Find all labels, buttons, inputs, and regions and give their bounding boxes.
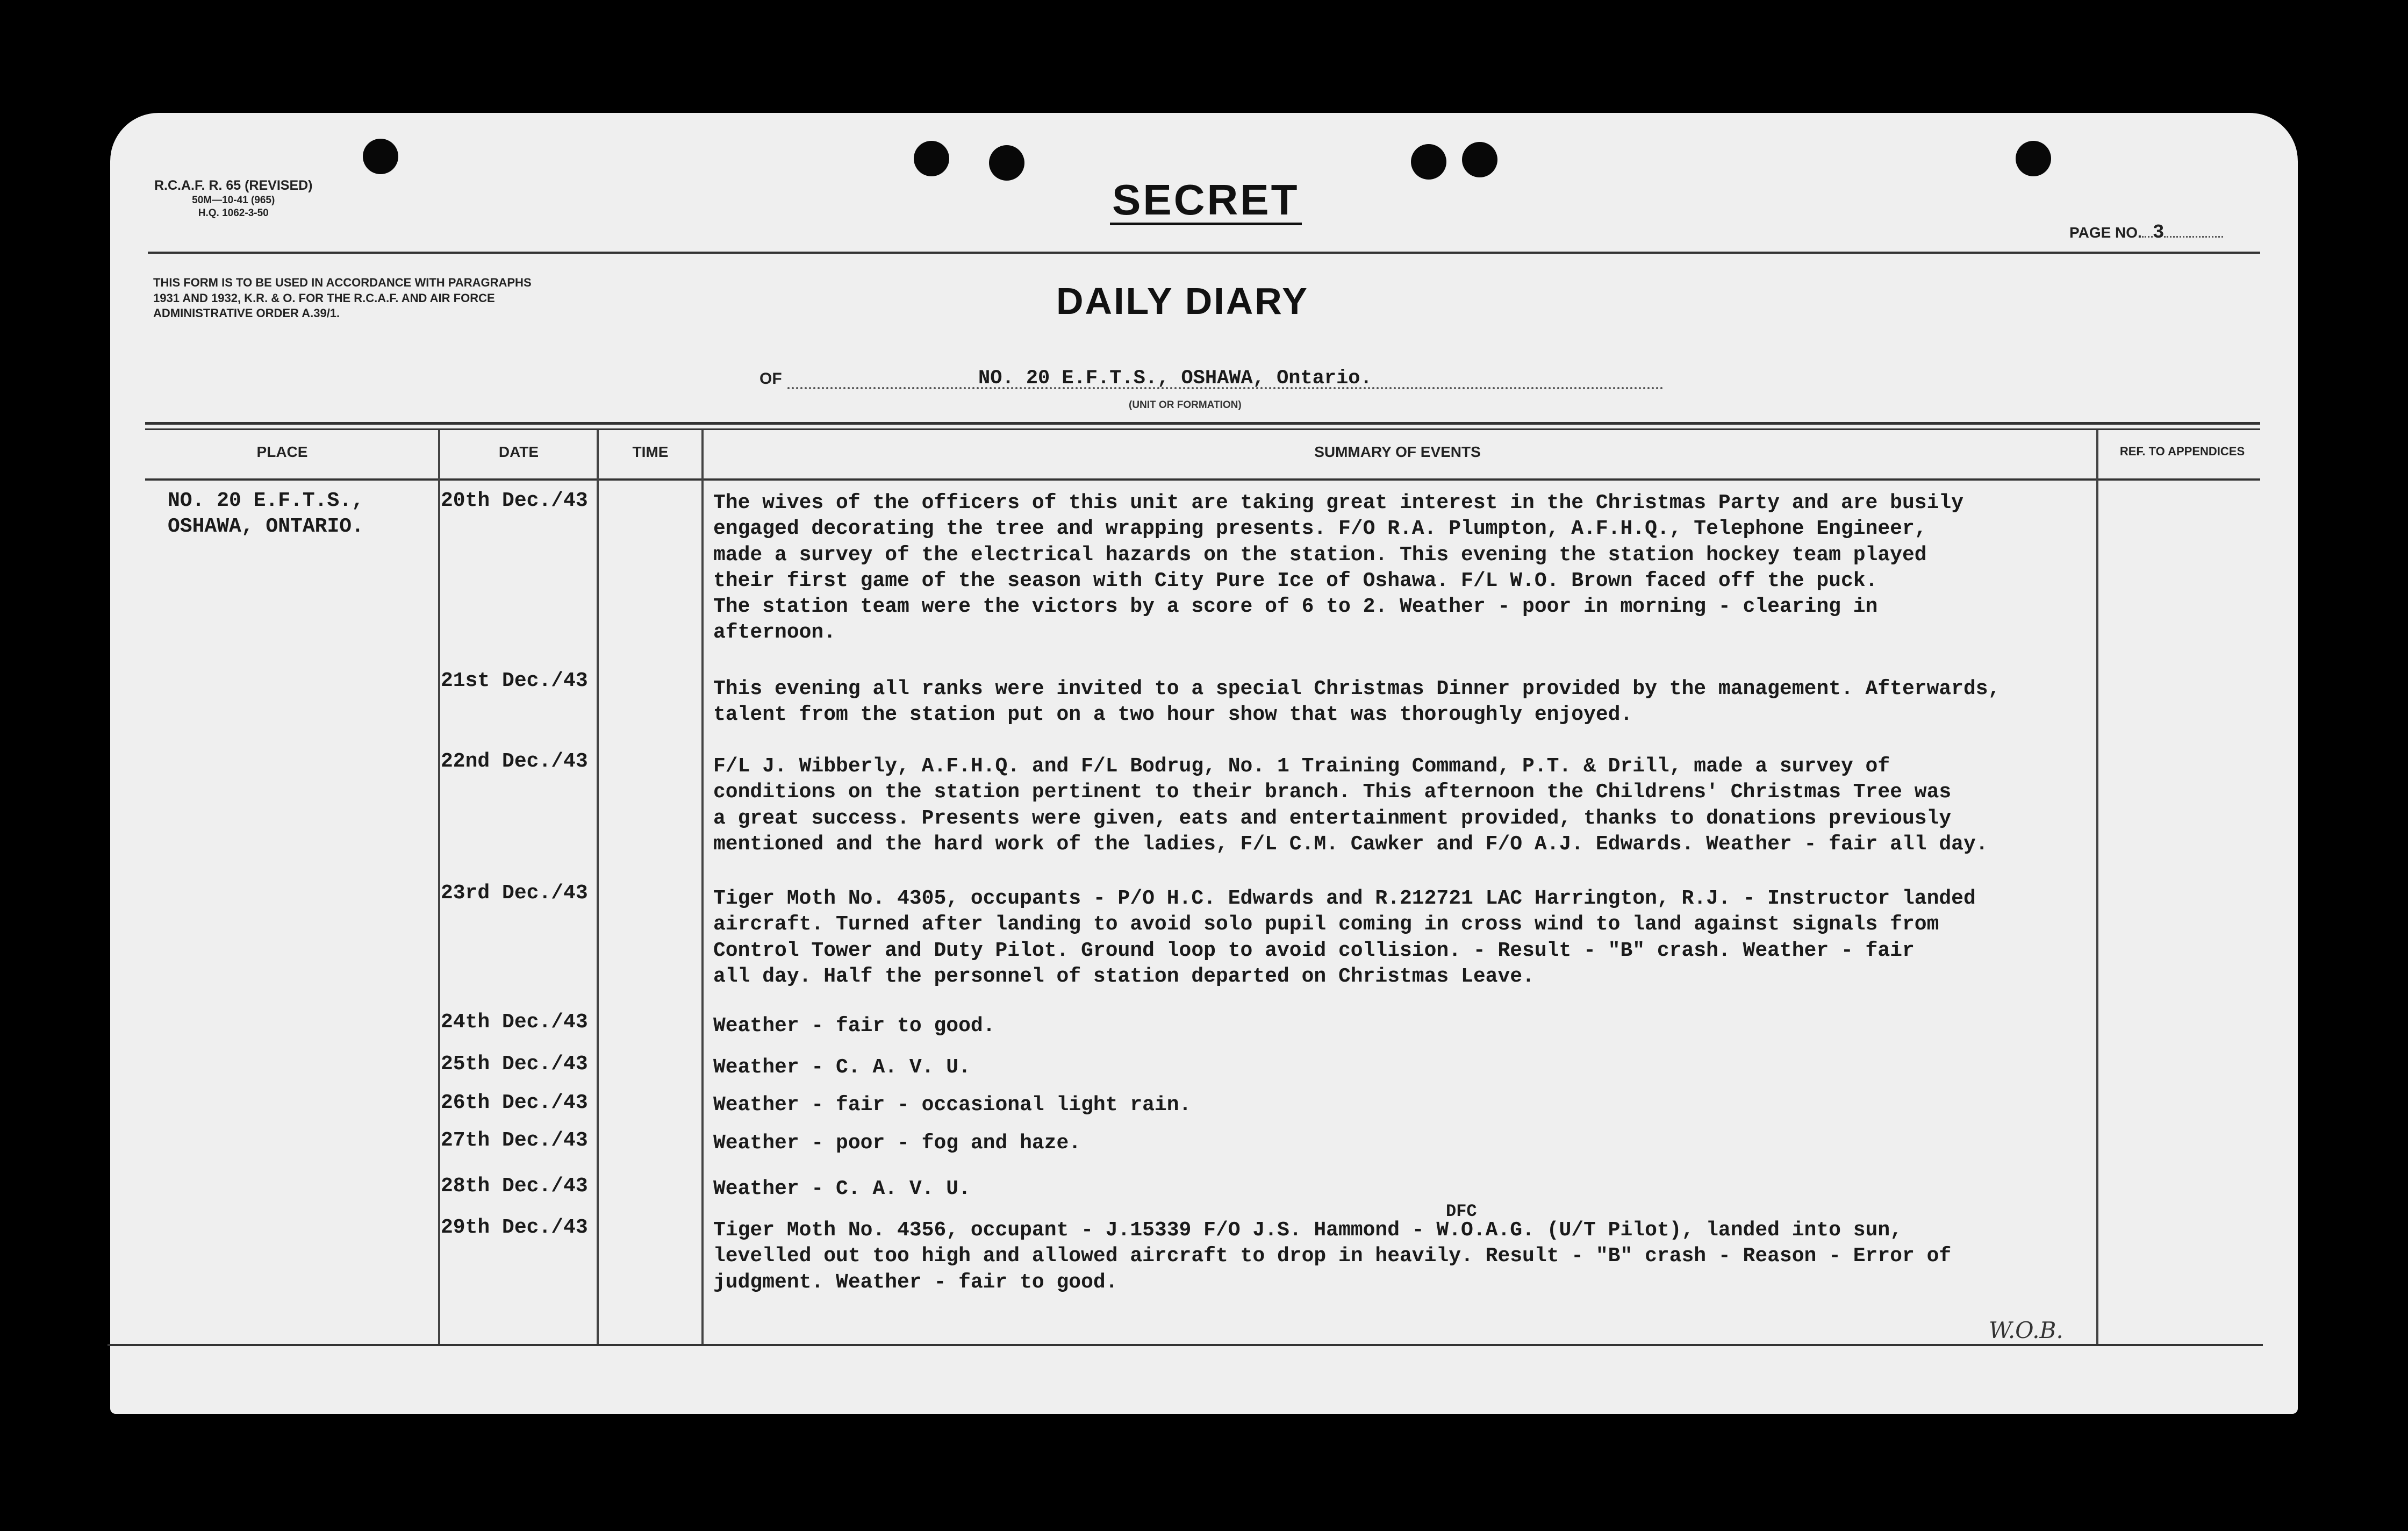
column-header-summary: SUMMARY OF EVENTS xyxy=(1314,443,1481,460)
table-bottom-rule xyxy=(108,1344,2263,1346)
entry-date: 24th Dec./43 xyxy=(441,1011,588,1034)
column-header-date: DATE xyxy=(498,443,539,460)
table-header-rule xyxy=(145,478,2260,481)
column-divider xyxy=(438,430,440,1344)
entry-summary: The wives of the officers of this unit are taking great interest in the Christmas Party and are busily engaged decorating the tree and wrapping presents. F/O R.A. Plumpton, A.F.H.Q., Telephone Engineer, made a survey of the electrical hazards on the station. This evening the station hockey team played their first game of the season with City Pure Ice of Oshawa. F/L W.O. Brown faced off the puck. The station team were the victors by a score of 6 to 2. Weather - poor in morning - clearing in afternoon. xyxy=(713,491,1963,645)
column-header-time: TIME xyxy=(632,443,669,460)
entry-summary: F/L J. Wibberly, A.F.H.Q. and F/L Bodrug, No. 1 Training Command, P.T. & Drill, made a survey of conditions on the station pertinent to their branch. This afternoon the Childrens' Christmas Tree was a great success. Presents were given, eats and entertainment provided, thanks to donations previously mentioned and the hard work of the ladies, F/L C.M. Cawker and F/O A.J. Edwards. Weather - fair all day. xyxy=(713,755,1988,856)
entry-date: 29th Dec./43 xyxy=(441,1216,588,1239)
entry-date: 23rd Dec./43 xyxy=(441,882,588,905)
form-code xyxy=(154,177,313,220)
entry-summary: Weather - poor - fog and haze. xyxy=(713,1132,1081,1155)
header-rule xyxy=(148,252,2260,254)
entry-summary: Weather - fair to good. xyxy=(713,1014,995,1038)
entry-date: 28th Dec./43 xyxy=(441,1175,588,1198)
binder-hole xyxy=(914,141,949,176)
binder-hole xyxy=(1462,142,1497,177)
unit-caption: (UNIT OR FORMATION) xyxy=(1129,399,1242,411)
entry-summary: This evening all ranks were invited to a special Christmas Dinner provided by the management. Afterwards, talent from the station put on a two hour show that was thoroughly enjoyed. xyxy=(713,677,2001,727)
entry-summary: Weather - C. A. V. U. xyxy=(713,1056,971,1079)
binder-hole xyxy=(2016,141,2051,176)
entry-summary: Weather - fair - occasional light rain. xyxy=(713,1093,1192,1117)
place-line: NO. 20 E.F.T.S., xyxy=(168,489,364,512)
column-divider xyxy=(597,430,599,1344)
entry-date: 20th Dec./43 xyxy=(441,489,588,512)
form-code-line: R.C.A.F. R. 65 (REVISED) xyxy=(154,178,313,193)
unit-name: NO. 20 E.F.T.S., OSHAWA, Ontario. xyxy=(978,367,1372,390)
page-title: DAILY DIARY xyxy=(1056,280,1309,322)
entry-date: 27th Dec./43 xyxy=(441,1129,588,1152)
entry-date: 22nd Dec./43 xyxy=(441,750,588,773)
column-header-place: PLACE xyxy=(256,443,308,460)
signature-initials: W.O.B. xyxy=(1989,1317,2063,1343)
binder-hole xyxy=(1411,144,1446,180)
page-number xyxy=(2069,221,2223,244)
binder-hole xyxy=(363,139,398,174)
place-cell xyxy=(168,488,364,539)
entry-summary: Weather - C. A. V. U. xyxy=(713,1177,971,1200)
handwritten-annotation: DFC xyxy=(1446,1201,1477,1221)
column-header-ref: REF. TO APPENDICES xyxy=(2119,445,2245,458)
binder-hole xyxy=(989,145,1024,181)
entry-date: 21st Dec./43 xyxy=(441,669,588,692)
entry-summary: Tiger Moth No. 4305, occupants - P/O H.C. Edwards and R.212721 LAC Harrington, R.J. - Instructor landed aircraft. Turned after landing to avoid solo pupil coming in cross wind to land against signals from Control Tower and Duty Pilot. Ground loop to avoid collision. - Result - "B" crash. Weather - fair all day. Half the personnel of station departed on Christmas Leave. xyxy=(713,887,1976,988)
unit-label: OF xyxy=(759,370,782,388)
page-number-label: PAGE NO. xyxy=(2069,224,2142,241)
entry-summary: Tiger Moth No. 4356, occupant - J.15339 F/O J.S. Hammond - W.O.A.G. (U/T Pilot), landed into sun, levelled out too high and allowed aircraft to drop in heavily. Result - "B" crash - Reason - Error of judgment. Weather - fair to good. xyxy=(713,1219,1952,1294)
column-divider xyxy=(701,430,704,1344)
classification-stamp: SECRET xyxy=(1110,177,1302,225)
form-code-line: 50M—10-41 (965) xyxy=(192,195,275,206)
entry-date: 26th Dec./43 xyxy=(441,1091,588,1114)
entry-date: 25th Dec./43 xyxy=(441,1053,588,1076)
table-top-rule xyxy=(145,422,2260,425)
place-line: OSHAWA, ONTARIO. xyxy=(168,514,364,538)
form-instructions: THIS FORM IS TO BE USED IN ACCORDANCE WITH PARAGRAPHS 1931 AND 1932, K.R. & O. FOR THE R.C.A.F. AND AIR FORCE ADMINISTRATIVE ORDER A.39/1. xyxy=(153,276,532,320)
form-code-line: H.Q. 1062-3-50 xyxy=(198,208,269,219)
table-top-rule xyxy=(145,428,2260,430)
page-number-value: 3 xyxy=(2152,221,2165,244)
